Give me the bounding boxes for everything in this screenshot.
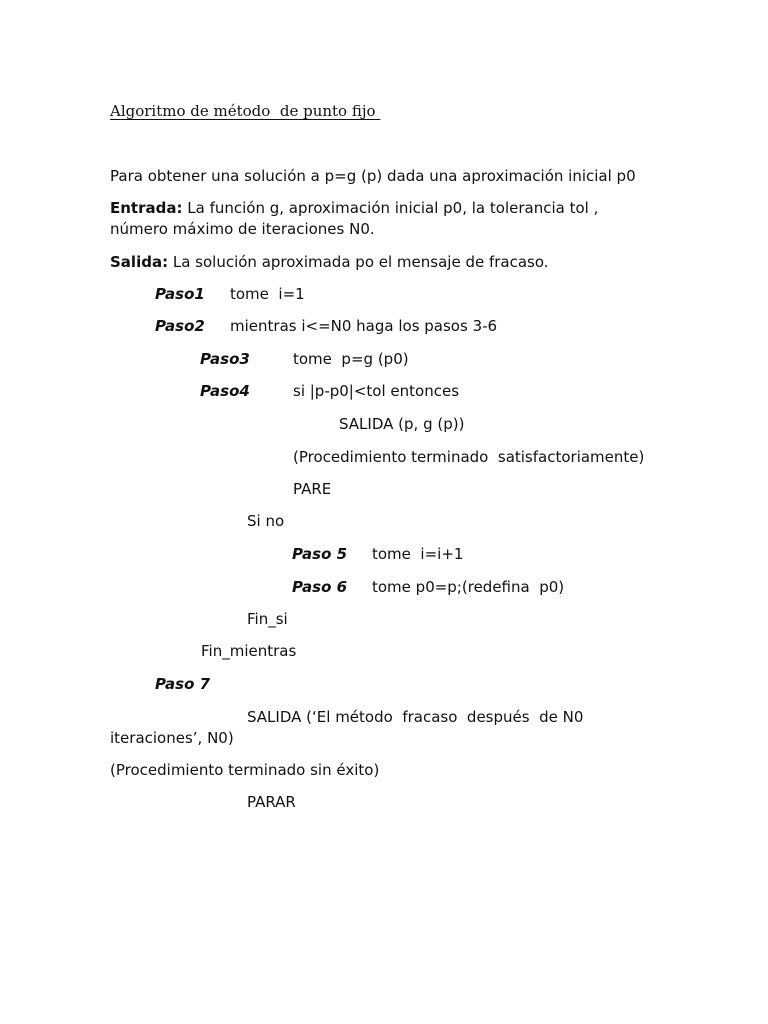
paso3-label: Paso3 [200,350,250,368]
paso7-label: Paso 7 [155,675,211,693]
salida-fail-1: SALIDA (‘El método fracaso después de N0 [247,708,584,726]
paso4-text: si |p-p0|<tol entonces [293,382,460,400]
paso1-text: tome i=1 [230,285,305,303]
paso1-label: Paso1 [155,285,205,303]
entrada-label: Entrada: [110,199,183,217]
proc-fail: (Procedimiento terminado sin éxito) [110,761,380,779]
si-no: Si no [247,512,285,530]
salida-ok: SALIDA (p, g (p)) [339,415,465,433]
paso6-text: tome p0=p;(redefina p0) [372,578,565,596]
intro-text: Para obtener una solución a p=g (p) dada una aproximación inicial p0 [110,167,636,185]
entrada-text-2: número máximo de iteraciones N0. [110,220,375,238]
salida-text: La solución aproximada po el mensaje de fracaso. [168,253,549,271]
pare: PARE [293,480,332,498]
salida-line [110,252,549,272]
paso2-text: mientras i<=N0 haga los pasos 3-6 [230,317,498,335]
parar: PARAR [247,793,296,811]
fin-mientras: Fin_mientras [201,642,297,660]
entrada-text-1: La función g, aproximación inicial p0, la tolerancia tol , [182,199,599,217]
paso5-label: Paso 5 [292,545,348,563]
proc-ok: (Procedimiento terminado satisfactoriamente) [293,448,645,466]
paso3-text: tome p=g (p0) [293,350,409,368]
paso5-text: tome i=i+1 [372,545,464,563]
salida-label: Salida: [110,253,169,271]
entrada-line [110,198,598,218]
salida-fail-2: iteraciones’, N0) [110,729,234,747]
page-title: Algoritmo de método de punto fijo [110,102,381,120]
fin-si: Fin_si [247,610,288,628]
paso2-label: Paso2 [155,317,205,335]
paso4-label: Paso4 [200,382,250,400]
paso6-label: Paso 6 [292,578,348,596]
